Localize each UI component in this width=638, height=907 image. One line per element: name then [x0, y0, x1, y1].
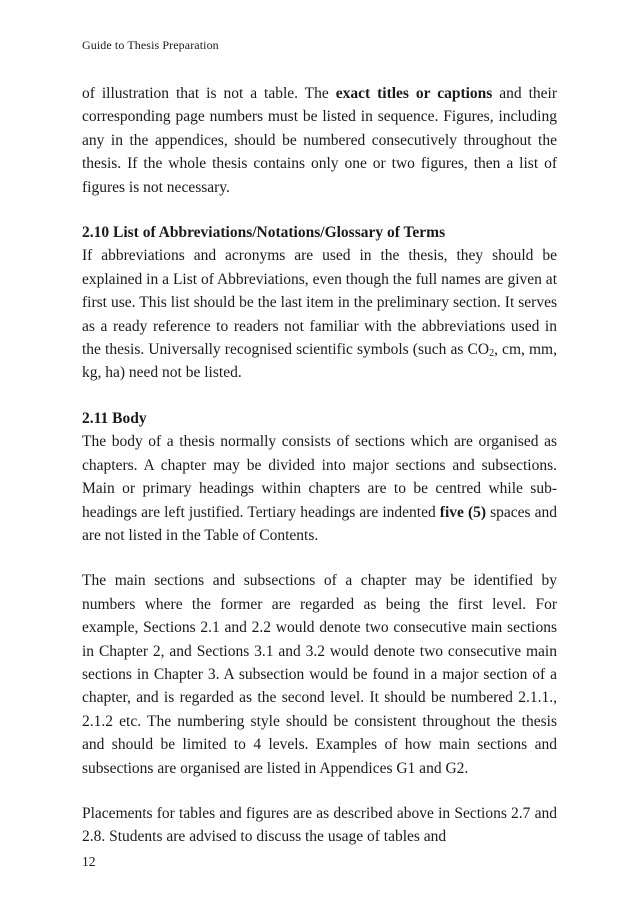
paragraph-placements: Placements for tables and figures are as described above in Sections 2.7 and 2.8. Students are advised to discuss the usage of tables and	[82, 804, 557, 846]
paragraph-section-numbering: The main sections and subsections of a chapter may be identified by numbers where the former are regarded as being the first level. For example, Sections 2.1 and 2.2 would denote two consecutive main sections in Chapter 2, and Sections 3.1 and 3.2 would denote two consecutive main sections in Chapter 3. A subsection would be found in a major section of a chapter, and is regarded as the second level. It should be numbered 2.1.1., 2.1.2 etc. The numbering style should be consistent throughout the thesis and should be limited to 4 levels. Examples of how main sections and subsections are organised are listed in Appendices G1 and G2.	[82, 572, 557, 777]
subscript: 2	[489, 348, 495, 360]
text: If abbreviations and acronyms are used in the thesis, they should be explained in a List of Abbreviations, even though the full names are given at first use. This list should be the last item in the preliminary section. It serves as a ready reference to readers not familiar with the abbreviations used in the thesis. Universally recognised scientific symbols (such as CO	[82, 247, 557, 359]
paragraph-body	[82, 430, 557, 547]
bold-text: five (5)	[439, 503, 487, 521]
page-number: 12	[82, 854, 96, 869]
running-header: Guide to Thesis Preparation	[82, 38, 219, 52]
text: , cm, mm, kg, ha) need not be listed.	[82, 341, 557, 382]
page-body	[82, 82, 557, 849]
text: of illustration that is not a table. The	[82, 85, 336, 102]
section-heading-2-11: 2.11 Body	[82, 409, 147, 427]
text: and their corresponding page numbers must be listed in sequence. Figures, including any in the appendices, should be numbered consecutively throughout the thesis. If the whole thesis contains only one or two figures, then a list of figures is not necessary.	[82, 85, 557, 196]
bold-text: exact titles or captions	[335, 85, 493, 102]
text: The body of a thesis normally consists of sections which are organised as chapters. A chapter may be divided into major sections and subsections. Main or primary headings within chapters are to be centred while sub-headings are left justified. Tertiary headings are indented	[82, 433, 557, 521]
paragraph-figures-list	[82, 82, 557, 199]
text: spaces and are not listed in the Table of Contents.	[82, 503, 557, 544]
section-heading-2-10: 2.10 List of Abbreviations/Notations/Glossary of Terms	[82, 224, 446, 242]
paragraph-abbreviations	[82, 244, 557, 384]
